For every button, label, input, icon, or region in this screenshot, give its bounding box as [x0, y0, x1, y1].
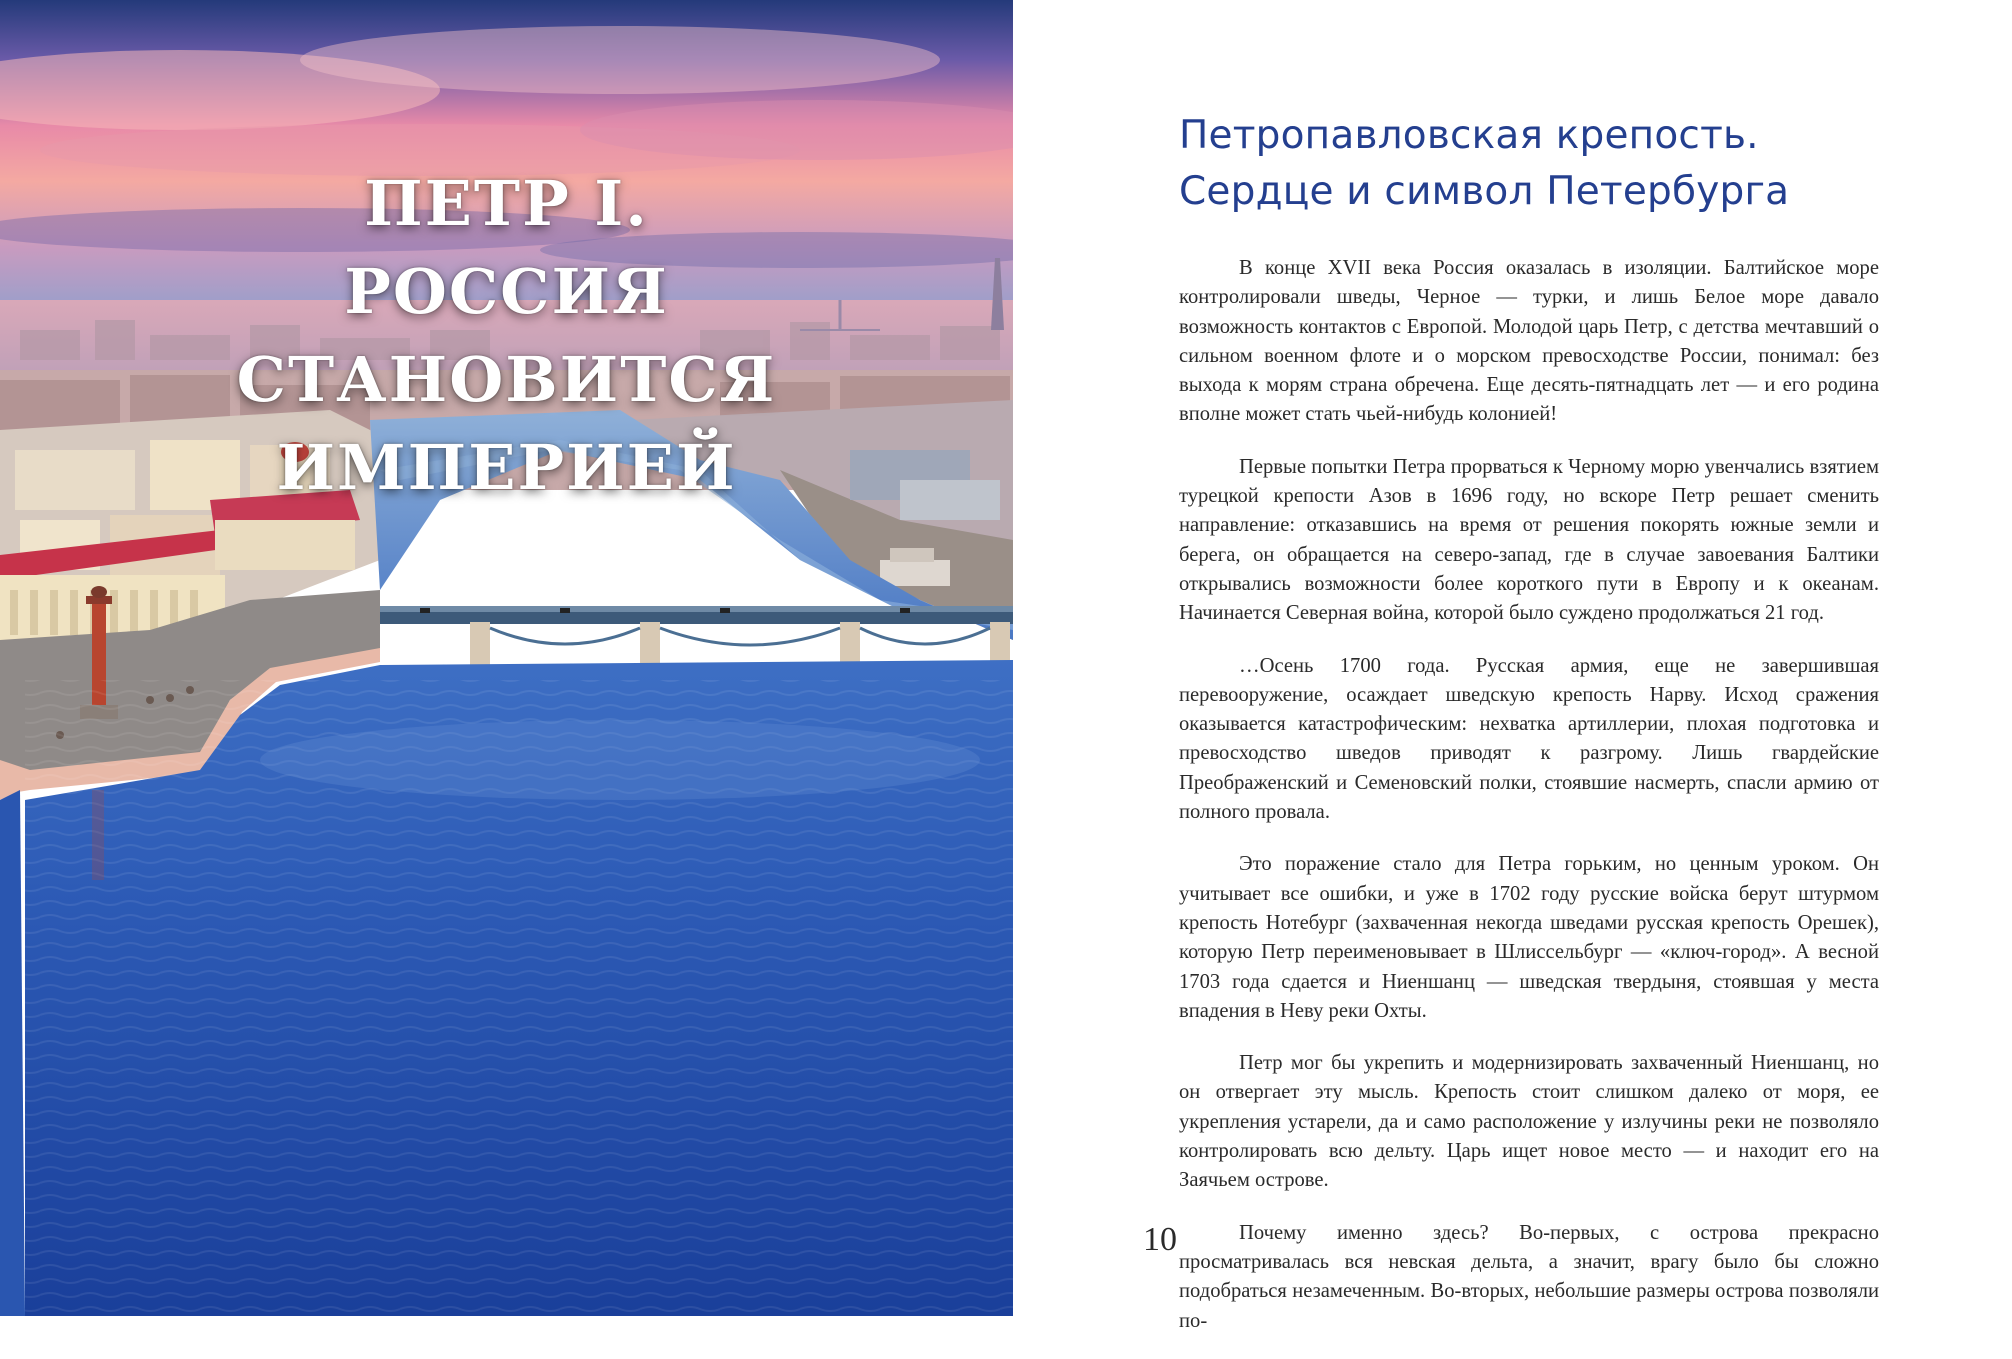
cover-photo	[0, 0, 1013, 1316]
paragraph: Это поражение стало для Петра горьким, но ценным уроком. Он учитывает все ошибки, и уже в 1702 году русские войска берут штурмом крепость Нотебург (захваченная некогда шведами русская крепость Орешек), которую Петр переименовывает в Шлиссельбург — «ключ-город». А весной 1703 года сдается и Ниеншанц — шведская твердыня, стоявшая у места впадения в Неву реки Охты.	[1179, 853, 1879, 1022]
article-heading	[1179, 108, 1899, 220]
article-heading-line: Петропавловская крепость.	[1179, 113, 1759, 158]
article-heading-line: Сердце и символ Петербурга	[1179, 169, 1790, 214]
chapter-title	[0, 160, 1013, 512]
chapter-title-line: ПЕТР I.	[364, 167, 649, 240]
chapter-title-line: ИМПЕРИЕЙ	[276, 431, 737, 504]
chapter-title-line: РОССИЯ	[344, 255, 669, 328]
text-page	[1013, 0, 2012, 1332]
paragraph: Первые попытки Петра прорваться к Черному морю увенчались взятием турецкой крепости Азов в 1696 году, но вскоре Петр решает сменить направление: отказавшись на время от решения покорять южные земли и берега, он обращается на северо-запад, где в случае завоевания Балтики открывались возможности более короткого пути в Европу и к океанам. Начинается Северная война, которой было суждено продолжаться 21 год.	[1179, 455, 1879, 625]
paragraph: …Осень 1700 года. Русская армия, еще не завершившая перевооружение, осаждает шведскую крепость Нарву. Исход сражения оказывается катастрофическим: нехватка артиллерии, плохая подготовка и превосходство шведов приводят к разгрому. Лишь гвардейские Преображенский и Семеновский полки, стоявшие насмерть, спасли армию от полного провала.	[1179, 654, 1879, 824]
page-number: 10	[1143, 1221, 1177, 1258]
paragraph: В конце XVII века Россия оказалась в изоляции. Балтийское море контролировали шведы, Черное — турки, и лишь Белое море давало возможность контактов с Европой. Молодой царь Петр, с детства мечтавший о сильном военном флоте и о морском превосходстве России, понимал: без выхода к морям страна обречена. Еще десять-пятнадцать лет — и его родина вполне может стать чьей-нибудь колонией!	[1179, 257, 1879, 426]
paragraph: Почему именно здесь? Во-первых, с острова прекрасно просматривалась вся невская дельта, а значит, врагу было бы сложно подобраться незамеченным. Во-вторых, небольшие размеры острова позволяли по-	[1179, 1221, 1879, 1332]
article-body	[1179, 254, 1879, 1359]
paragraph: Петр мог бы укрепить и модернизировать захваченный Ниеншанц, но он отвергает эту мысль. Крепость стоит слишком далеко от моря, ее укрепления устарели, да и само расположение у излучины реки не позволяло контролировать всю дельту. Царь ищет новое место — и находит его на Заячьем острове.	[1179, 1052, 1879, 1192]
chapter-title-line: СТАНОВИТСЯ	[236, 343, 777, 416]
